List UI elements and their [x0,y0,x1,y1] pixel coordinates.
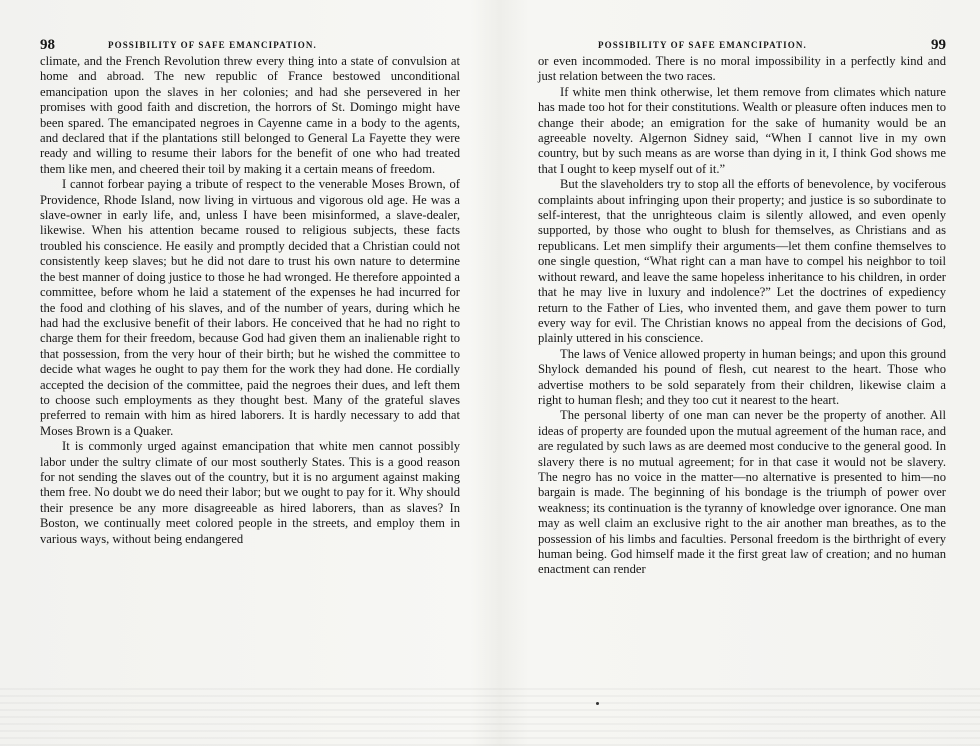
page-number: 98 [40,37,55,53]
paragraph: The laws of Venice allowed property in human beings; and upon this ground Shylock demanded his pound of flesh, cut nearest to the heart. Those who advertise mothers to be sold separately from their children, likewise claim a right to human flesh; and they too cut it nearest to the heart. [538,346,946,407]
ink-speck [596,702,599,705]
paragraph: I cannot forbear paying a tribute of respect to the venerable Moses Brown, of Providence, Rhode Island, now living in virtuous and vigorous old age. He was a slave-owner in early life, and, unless I have been misinformed, a slave-dealer, likewise. When his attention became roused to religious subjects, these facts troubled his conscience. He easily and promptly decided that a Christian could not consistently keep slaves; but he did not dare to trust his own nature to determine the best manner of doing justice to those he had wronged. He therefore appointed a committee, before whom he laid a statement of the expenses he had incurred for the food and clothing of his slaves, and of the number of years, during which he had had the exclusive benefit of their labors. He conceived that he had no right to charge them for their freedom, because God had given them an inalienable right to that possession, from the very hour of their birth; but he wished the committee to decide what wages he ought to pay them for the work they had done. He cordially accepted the decision of the committee, paid the negroes their dues, and left them to choose such employments as they thought best. Many of the grateful slaves preferred to remain with him as hired laborers. It is hardly necessary to add that Moses Brown is a Quaker. [40,177,460,438]
paragraph: climate, and the French Revolution threw every thing into a state of convulsion at home and abroad. The new republic of France bestowed unconditional emancipation upon the slaves in her colonies; and had she persevered in her promises with good faith and discretion, the horrors of St. Domingo might have been spared. The emancipated negroes in Cayenne came in a body to the agents, and declared that if the plantations still belonged to General La Fayette they were ready and willing to resume their labors for the benefit of one who had treated them like men, and cheered their toil by making it a certain means of freedom. [40,54,460,176]
right-page-text [538,54,946,578]
left-page-text [40,54,460,547]
right-page-header [538,30,946,54]
paragraph: or even incommoded. There is no moral impossibility in a perfectly kind and just relation between the two races. [538,54,946,84]
paragraph: The personal liberty of one man can never be the property of another. All ideas of property are founded upon the mutual agreement of the human race, and are regulated by such laws as are deemed most conducive to the general good. In slavery there is no mutual agreement; for in that case it would not be slavery. The negro has no voice in the matter—no alternative is presented to him—no bargain is made. The beginning of his bondage is the triumph of power over weakness; its continuation is the tyranny of knowledge over ignorance. One man may as well claim an exclusive right to the air another man breathes, as to the possession of his limbs and faculties. Personal freedom is the birthright of every human being. God himself made it the first great law of creation; and no human enactment can render [538,408,946,577]
left-page-header [40,30,460,54]
left-page [40,30,460,547]
running-head: POSSIBILITY OF SAFE EMANCIPATION. [598,40,807,50]
right-page [538,30,946,578]
paragraph: But the slaveholders try to stop all the efforts of benevolence, by vociferous complaints about infringing upon their property; and justice is so subordinate to self-interest, that the unrighteous claim is silently allowed, and even openly supported, by those who ought to blush for themselves, as Christians and as republicans. Let men simplify their arguments—let them confine themselves to one single question, “What right can a man have to compel his neighbor to toil without reward, and leave the same hopeless inheritance to his children, in order that he may live in luxury and indolence?” Let the doctrines of expediency return to the Father of Lies, who invented them, and gave them power to turn every way for evil. The Christian knows no appeal from the decisions of God, plainly uttered in his conscience. [538,177,946,346]
paragraph: It is commonly urged against emancipation that white men cannot possibly labor under the sultry climate of our most southerly States. This is a good reason for not sending the slaves out of the country, but it is no argument against making them free. No doubt we do need their labor; but we ought to pay for it. Why should their presence be any more disagreeable as hired laborers, than as slaves? In Boston, we continually meet colored people in the streets, and employ them in various ways, without being endangered [40,439,460,546]
running-head: POSSIBILITY OF SAFE EMANCIPATION. [108,40,317,50]
scan-margin [0,688,980,746]
page-number: 99 [931,37,946,53]
paragraph: If white men think otherwise, let them remove from climates which nature has made too hot for their constitutions. Wealth or pleasure often induces men to change their abode; an emigration for the sake of humanity would be an agreeable novelty. Algernon Sidney said, “When I cannot live in my own country, but by such means as are worse than dying in it, I think God shows me that I ought to keep myself out of it.” [538,84,946,176]
